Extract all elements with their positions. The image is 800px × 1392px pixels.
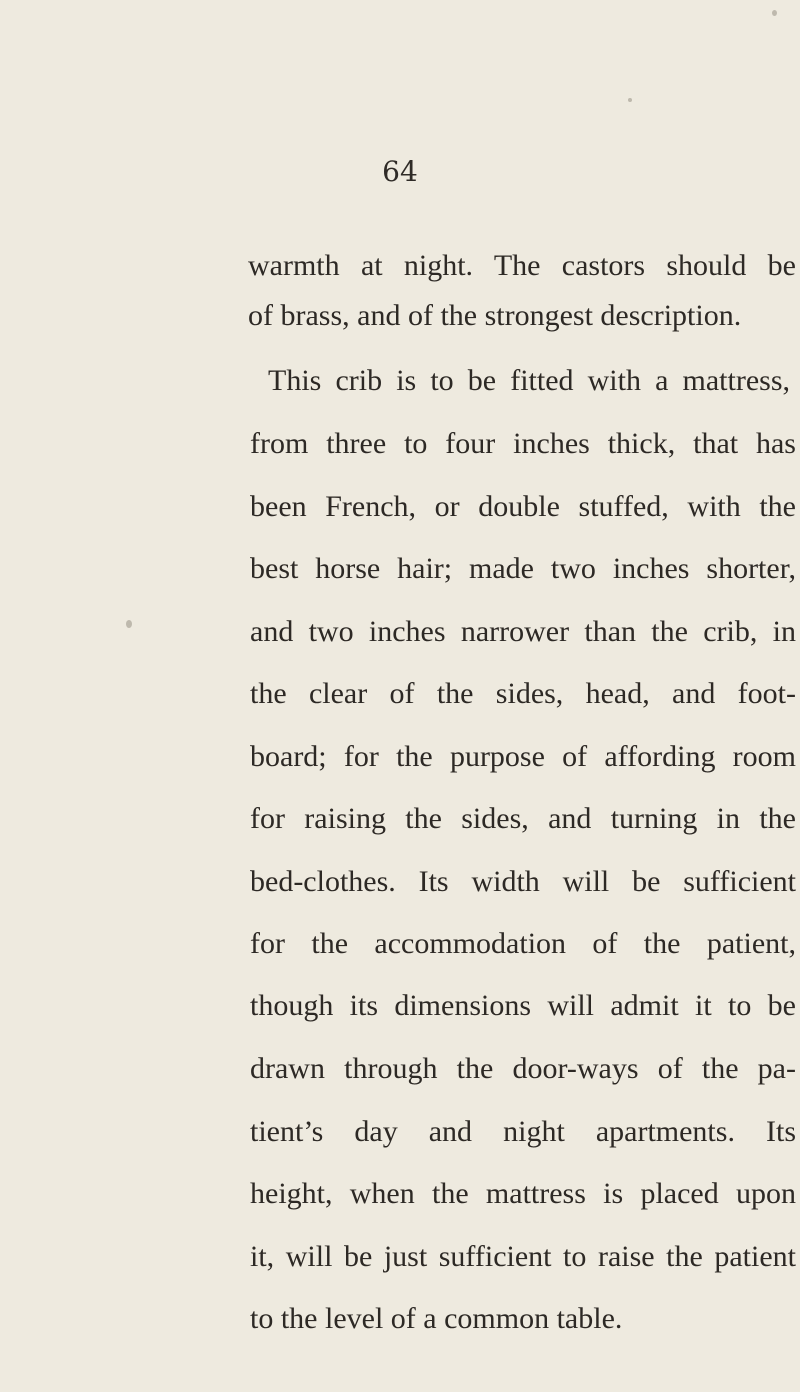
- text-line-9: board; for the purpose of affording room: [250, 740, 796, 773]
- text-line-14: drawn through the door-ways of the pa-: [250, 1052, 796, 1085]
- text-line-2: of brass, and of the strongest description.: [248, 299, 742, 332]
- text-line-8: the clear of the sides, head, and foot-: [250, 677, 796, 710]
- paper-speck: [628, 98, 632, 102]
- text-line-3: This crib is to be fitted with a mattress,: [268, 364, 790, 397]
- text-line-7: and two inches narrower than the crib, in: [250, 615, 796, 648]
- text-line-4: from three to four inches thick, that has: [250, 427, 796, 460]
- text-line-13: though its dimensions will admit it to be: [250, 989, 796, 1022]
- text-line-12: for the accommodation of the patient,: [250, 927, 796, 960]
- text-line-11: bed-clothes. Its width will be sufficient: [250, 865, 796, 898]
- text-line-17: it, will be just sufficient to raise the patient: [250, 1240, 796, 1273]
- text-line-1: warmth at night. The castors should be: [248, 249, 796, 282]
- paper-speck: [126, 620, 132, 628]
- text-line-15: tient’s day and night apartments. Its: [250, 1115, 796, 1148]
- paper-speck: [772, 10, 777, 16]
- text-line-6: best horse hair; made two inches shorter,: [250, 552, 796, 585]
- text-line-18: to the level of a common table.: [250, 1302, 623, 1335]
- text-line-5: been French, or double stuffed, with the: [250, 490, 796, 523]
- page-number: 64: [382, 155, 418, 188]
- text-line-10: for raising the sides, and turning in the: [250, 802, 796, 835]
- text-line-16: height, when the mattress is placed upon: [250, 1177, 796, 1210]
